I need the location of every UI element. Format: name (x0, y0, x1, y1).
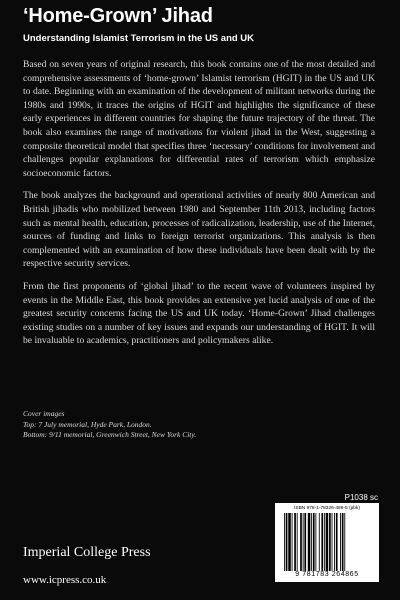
isbn-barcode (275, 503, 379, 582)
barcode-bar (344, 513, 345, 571)
barcode-bar (297, 513, 298, 571)
catalog-number: P1038 sc (344, 493, 378, 502)
barcode-bar (313, 513, 315, 571)
blurb-paragraph-3: From the first proponents of ‘global jihad’ to the recent wave of volunteers inspired by events in the Middle East, this book provides an extensive yet lucid analysis of one of the greatest security concerns facing the US and UK today. ‘Home-Grown’ Jihad challenges existing studies on a number of key issues and expands our understanding of HGIT. It will be invaluable to academics, practitioners and policymakers alike. (23, 280, 375, 347)
publisher-website: www.icpress.co.uk (23, 574, 107, 586)
book-subtitle: Understanding Islamist Terrorism in the US and UK (23, 33, 255, 44)
barcode-bars (283, 513, 371, 571)
blurb-paragraph-1: Based on seven years of original research, this book contains one of the most detailed and comprehensive assessments of ‘home-grown’ Islamist terrorism (HGIT) in the US and UK to date. Beginning with an examination of the development of militant networks during the 1980s and 1990s, it traces the origins of HGIT and highlights the significance of these early experiences in different countries for shaping the future trajectory of the threat. The book also examines the range of motivations for violent jihad in the West, suggesting a composite theoretical model that specifies three ‘necessary’ conditions for involvement and challenges popular explanations for differential rates of terrorism which emphasize socioeconomic factors. (23, 59, 375, 179)
barcode-bar (288, 513, 291, 571)
barcode-bar (284, 513, 285, 571)
barcode-bar (315, 513, 316, 571)
barcode-bar (311, 513, 312, 571)
barcode-bar (292, 513, 293, 571)
barcode-bar (321, 513, 323, 571)
barcode-bar (332, 513, 333, 571)
barcode-bar (329, 513, 331, 571)
publisher-name: Imperial College Press (23, 545, 151, 560)
barcode-bar (319, 513, 320, 571)
barcode-bar (308, 513, 311, 571)
barcode-bar (326, 513, 329, 571)
barcode-bar (303, 513, 304, 571)
barcode-bar (294, 513, 296, 571)
barcode-digits: 9 781783 264865 (295, 571, 359, 578)
book-title: ‘Home-Grown’ Jihad (23, 5, 213, 27)
barcode-bar (336, 513, 338, 571)
credits-heading: Cover images (23, 409, 65, 418)
barcode-bar (342, 513, 344, 571)
barcode-bar (286, 513, 288, 571)
blurb (23, 58, 375, 357)
barcode-bar (340, 513, 341, 571)
barcode-bar (324, 513, 325, 571)
blurb-paragraph-2: The book analyzes the background and operational activities of nearly 800 American and British jihadis who mobilized between 1980 and September 11th 2013, including factors such as mental health, education, processes of radicalization, leadership, use of the Internet, sources of funding and links to foreign terrorist organizations. This analysis is then complemented with an examination of how these individuals have been dealt with by the respective security services. (23, 190, 375, 270)
isbn-text: ISBN 978-1-78326-486-5 (pbk) (294, 506, 360, 511)
barcode-bar (300, 513, 302, 571)
credits-bottom: Bottom: 9/11 memorial, Greenwich Street, New York City. (23, 430, 197, 439)
credits-top: Top: 7 July memorial, Hyde Park, London. (23, 419, 152, 429)
cover-image-credits (23, 409, 363, 441)
barcode-bar (334, 513, 335, 571)
barcode-bar (304, 513, 306, 571)
